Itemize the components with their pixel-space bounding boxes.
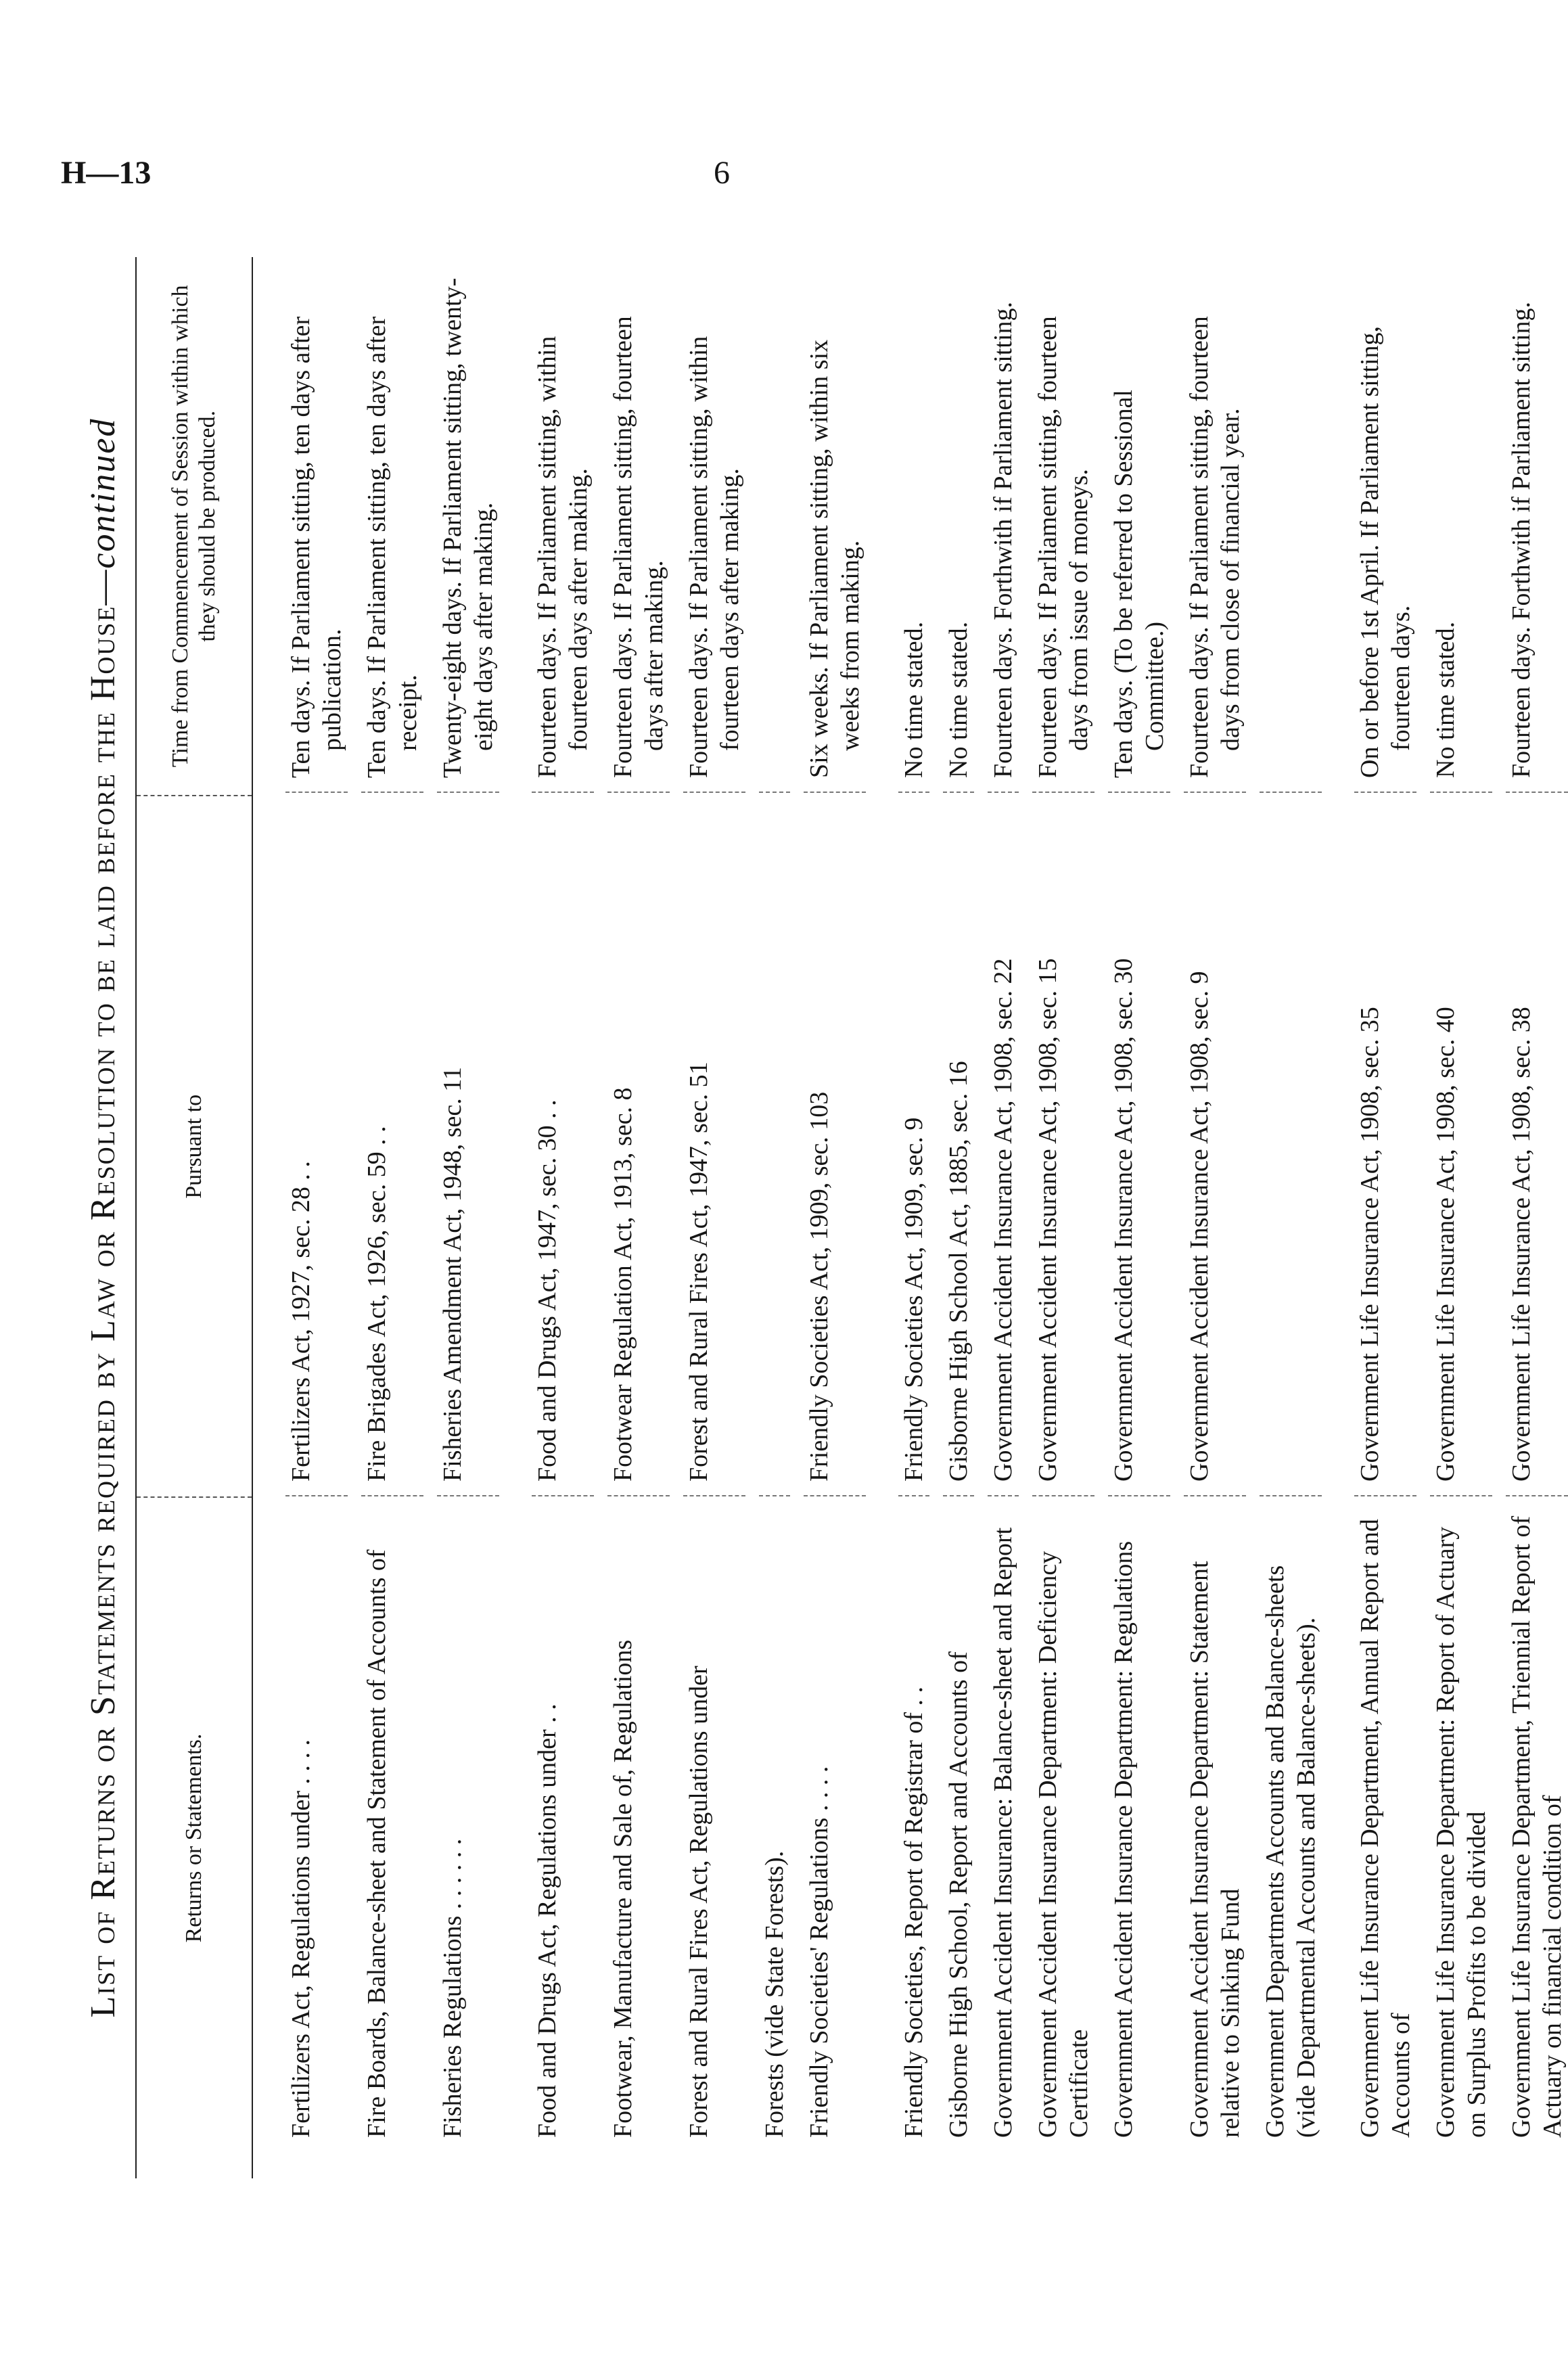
- table-row: [1184, 257, 1246, 2178]
- cell-time: Six weeks. If Parliament sitting, within six weeks from making.: [805, 339, 864, 778]
- cell-return: Forests (vide State Forests).: [759, 1495, 790, 2178]
- cell-time: [1260, 257, 1322, 792]
- cell-time: [759, 257, 790, 792]
- cell-return: Footwear, Manufacture and Sale of, Regulations: [607, 1495, 670, 2178]
- cell-time: Ten days. (To be referred to Sessional Committee.): [1109, 390, 1169, 778]
- table-row: [804, 257, 866, 2178]
- table-row: [943, 257, 974, 2178]
- cell-time: Ten days. If Parliament sitting, ten days after publication.: [287, 316, 346, 778]
- cell-pursuant: Government Accident Insurance Act, 1908, sec. 22: [988, 792, 1019, 1495]
- cell-pursuant: Fertilizers Act, 1927, sec. 28 . .: [285, 792, 348, 1495]
- cell-pursuant: Government Life Insurance Act, 1908, sec. 35: [1354, 792, 1416, 1495]
- cell-time: Fourteen days. If Parliament sitting, within fourteen days after making.: [533, 336, 593, 778]
- page-code: H—13: [61, 155, 152, 191]
- cell-pursuant: Government Life Insurance Act, 1908, sec. 38: [1506, 792, 1568, 1495]
- cell-pursuant: Fisheries Amendment Act, 1948, sec. 11: [437, 792, 499, 1495]
- cell-time: Fourteen days. If Parliament sitting, within fourteen days after making.: [685, 336, 744, 778]
- cell-time: Fourteen days. If Parliament sitting, fourteen days after making.: [609, 316, 668, 778]
- rotated-table: [71, 257, 1567, 2178]
- cell-time: No time stated.: [900, 621, 928, 778]
- table-body: [285, 257, 1568, 2178]
- cell-return: Government Accident Insurance Department: Deficiency Certificate: [1032, 1495, 1094, 2178]
- cell-return: Government Accident Insurance: Balance-sheet and Report: [988, 1495, 1019, 2178]
- document-title: [71, 257, 137, 2178]
- table-row: [1354, 257, 1416, 2178]
- title-text: List of Returns or Statements required by Law or Resolution to be laid before the House—: [84, 568, 122, 2018]
- cell-return: Fertilizers Act, Regulations under . . . .: [285, 1495, 348, 2178]
- cell-return: Fire Boards, Balance-sheet and Statement of Accounts of: [361, 1495, 423, 2178]
- cell-return: Food and Drugs Act, Regulations under . .: [532, 1495, 594, 2178]
- cell-pursuant: Forest and Rural Fires Act, 1947, sec. 51: [683, 792, 745, 1495]
- cell-time: No time stated.: [944, 621, 973, 778]
- table-row: [437, 257, 499, 2178]
- page-number: 6: [714, 155, 730, 191]
- cell-pursuant: Gisborne High School Act, 1885, sec. 16: [943, 792, 974, 1495]
- cell-time: No time stated.: [1431, 621, 1460, 778]
- cell-time: Fourteen days. Forthwith if Parliament sitting.: [1507, 302, 1536, 778]
- table-row: [898, 257, 929, 2178]
- cell-pursuant: [1260, 792, 1322, 1495]
- header-returns: Returns or Statements.: [137, 1496, 252, 2178]
- table-row: [759, 257, 790, 2178]
- cell-pursuant: Government Accident Insurance Act, 1908, sec. 30: [1108, 792, 1170, 1495]
- cell-pursuant: Friendly Societies Act, 1909, sec. 9: [898, 792, 929, 1495]
- cell-return: Fisheries Regulations . . . . . .: [437, 1495, 499, 2178]
- cell-pursuant: Government Accident Insurance Act, 1908, sec. 15: [1032, 792, 1094, 1495]
- cell-pursuant: Footwear Regulation Act, 1913, sec. 8: [607, 792, 670, 1495]
- cell-time: Fourteen days. Forthwith if Parliament sitting.: [989, 302, 1017, 778]
- table-row: [532, 257, 594, 2178]
- cell-return: Forest and Rural Fires Act, Regulations under: [683, 1495, 745, 2178]
- cell-pursuant: Fire Brigades Act, 1926, sec. 59 . .: [361, 792, 423, 1495]
- title-continued: continued: [84, 417, 122, 569]
- cell-return: Government Life Insurance Department, Triennial Report of Actuary on financial condition of: [1506, 1495, 1568, 2178]
- table-row: [1032, 257, 1094, 2178]
- cell-pursuant: Government Life Insurance Act, 1908, sec. 40: [1430, 792, 1492, 1495]
- cell-pursuant: Government Accident Insurance Act, 1908, sec. 9: [1184, 792, 1246, 1495]
- cell-time: Twenty-eight days. If Parliament sitting, twenty-eight days after making.: [438, 277, 498, 778]
- table-row: [683, 257, 745, 2178]
- table-row: [607, 257, 670, 2178]
- header-time: Time from Commencement of Session within which they should be produced.: [168, 285, 220, 768]
- cell-return: Government Accident Insurance Department: Statement relative to Sinking Fund: [1184, 1495, 1246, 2178]
- cell-return: Government Accident Insurance Department: Regulations: [1108, 1495, 1170, 2178]
- cell-return: Government Departments Accounts and Balance-sheets (vide Departmental Accounts and Balance-sheets).: [1260, 1495, 1322, 2178]
- table-row: [1108, 257, 1170, 2178]
- cell-return: Government Life Insurance Department, Annual Report and Accounts of: [1354, 1495, 1416, 2178]
- cell-time: Ten days. If Parliament sitting, ten days after receipt.: [363, 316, 422, 778]
- column-headers: [137, 257, 253, 2178]
- cell-time: On or before 1st April. If Parliament sitting, fourteen days.: [1356, 325, 1415, 778]
- table-row: [1506, 257, 1568, 2178]
- cell-return: Gisborne High School, Report and Accounts of: [943, 1495, 974, 2178]
- cell-pursuant: Food and Drugs Act, 1947, sec. 30 . .: [532, 792, 594, 1495]
- cell-time: Fourteen days. If Parliament sitting, fourteen days from issue of moneys.: [1034, 316, 1093, 778]
- cell-return: Government Life Insurance Department: Report of Actuary on Surplus Profits to be divided: [1430, 1495, 1492, 2178]
- cell-pursuant: Friendly Societies Act, 1909, sec. 103: [804, 792, 866, 1495]
- table-row: [1430, 257, 1492, 2178]
- table-row: [988, 257, 1019, 2178]
- cell-time: Fourteen days. If Parliament sitting, fourteen days from close of financial year.: [1185, 316, 1245, 778]
- table-row: [285, 257, 348, 2178]
- cell-return: Friendly Societies, Report of Registrar of . .: [898, 1495, 929, 2178]
- cell-return: Friendly Societies' Regulations . . . .: [804, 1495, 866, 2178]
- table-row: [1260, 257, 1322, 2178]
- cell-pursuant: [759, 792, 790, 1495]
- header-pursuant: Pursuant to: [137, 796, 252, 1497]
- table-row: [361, 257, 423, 2178]
